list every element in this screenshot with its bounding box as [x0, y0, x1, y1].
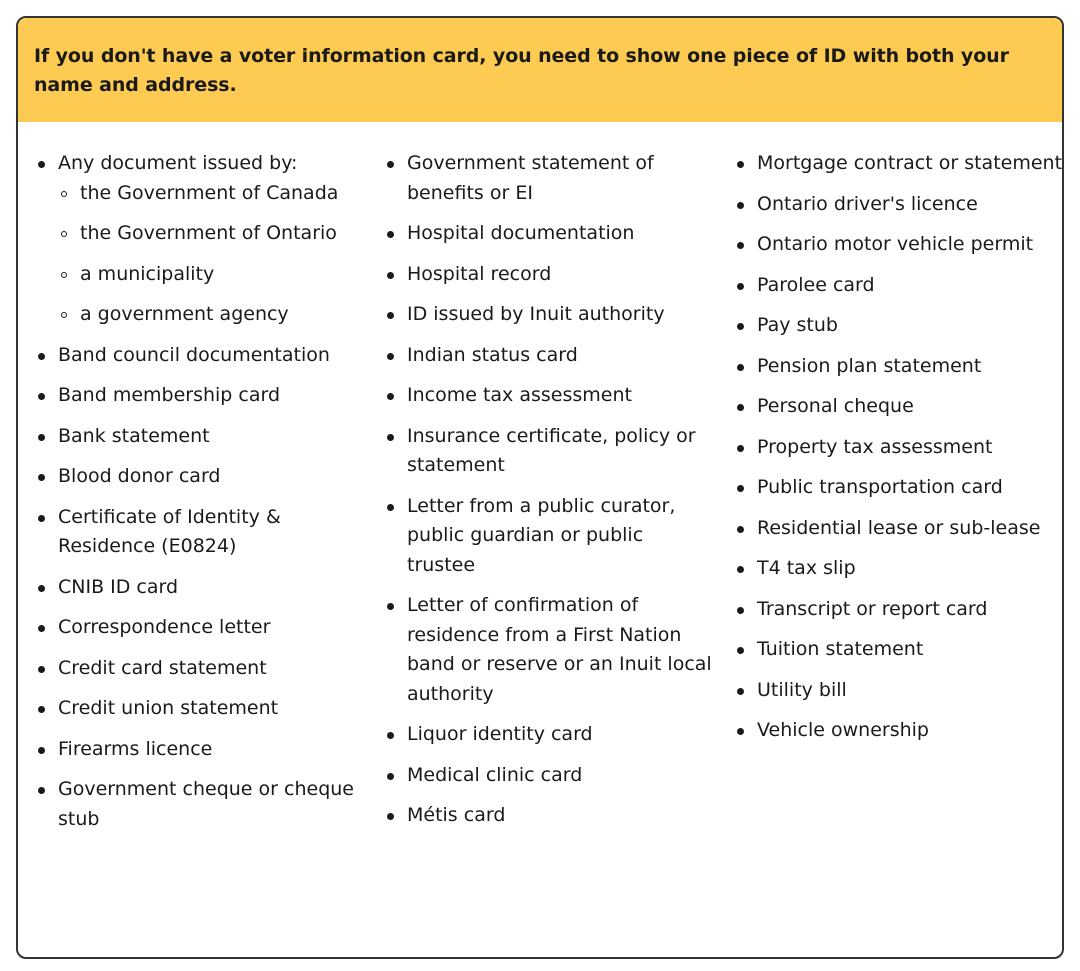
list-item-label: Government statement of benefits or EI	[407, 152, 654, 204]
list-item-label: CNIB ID card	[58, 575, 179, 598]
bullet-icon	[737, 283, 744, 290]
list-item	[735, 716, 1064, 746]
bullet-icon	[38, 666, 45, 673]
bullet-icon	[737, 728, 744, 735]
list-item	[735, 595, 1064, 625]
id-list-columns	[18, 122, 1062, 922]
bullet-icon	[737, 647, 744, 654]
list-item	[735, 473, 1064, 503]
list-item-label: Credit card statement	[58, 656, 267, 679]
bullet-icon	[387, 773, 394, 780]
bullet-icon	[737, 202, 744, 209]
bullet-icon	[38, 353, 45, 360]
list-item-label: Liquor identity card	[407, 723, 593, 745]
list-item-label: Medical clinic card	[407, 763, 583, 786]
list-item-label: Band council documentation	[58, 343, 330, 366]
list-item	[385, 260, 715, 290]
bullet-icon	[38, 393, 45, 400]
list-item	[735, 433, 1064, 463]
list-item	[735, 514, 1064, 544]
header-banner	[18, 18, 1062, 122]
bullet-icon	[737, 485, 744, 492]
list-item	[36, 381, 366, 411]
list-item	[36, 462, 366, 492]
list-item	[735, 392, 1064, 422]
list-item	[385, 149, 715, 208]
list-item	[735, 554, 1064, 584]
list-item-label: Government cheque or cheque stub	[58, 778, 354, 830]
list-item-label: ID issued by Inuit authority	[407, 303, 665, 325]
list-item	[735, 271, 1064, 301]
list-item-label: Certificate of Identity & Residence (E0824)	[58, 505, 281, 557]
bullet-icon	[387, 231, 394, 238]
header-text: If you don't have a voter information card, you need to show one piece of ID with both your name and address.	[34, 45, 1009, 96]
bullet-icon	[387, 161, 394, 168]
list-item-label: Mortgage contract or statement	[757, 152, 1063, 174]
bullet-icon	[38, 625, 45, 632]
list-item	[385, 801, 715, 831]
list-item-label: Pay stub	[757, 314, 838, 336]
list-item	[36, 341, 366, 371]
list-item	[36, 503, 366, 562]
bullet-icon	[737, 364, 744, 371]
bullet-icon	[38, 515, 45, 522]
list-item	[36, 422, 366, 452]
list-item-label: Property tax assessment	[757, 435, 993, 458]
list-item-label: Public transportation card	[757, 476, 1003, 498]
list-item-label: Ontario driver's licence	[757, 192, 978, 215]
bullet-icon	[737, 323, 744, 330]
bullet-icon	[737, 607, 744, 614]
bullet-icon	[38, 161, 45, 168]
list-item	[385, 219, 715, 249]
sublist-item	[58, 179, 366, 209]
list-item	[36, 694, 366, 724]
sublist-item	[58, 260, 366, 290]
list-item	[36, 735, 366, 765]
list-item	[36, 654, 366, 684]
list-item	[735, 311, 1064, 341]
bullet-icon	[387, 603, 394, 610]
bullet-icon	[737, 161, 744, 168]
hollow-bullet-icon	[61, 191, 67, 197]
bullet-icon	[38, 434, 45, 441]
list-item	[385, 381, 715, 411]
list-item	[385, 720, 715, 750]
list-item-label: Any document issued by:	[58, 152, 298, 174]
sublist	[58, 179, 366, 330]
bullet-icon	[387, 272, 394, 279]
bullet-icon	[387, 813, 394, 820]
bullet-icon	[38, 747, 45, 754]
list-item	[36, 573, 366, 603]
list-item	[735, 352, 1064, 382]
list-item	[735, 676, 1064, 706]
bullet-icon	[737, 526, 744, 533]
list-item-label: Pension plan statement	[757, 354, 982, 377]
list-item	[36, 149, 366, 330]
list-item-label: Letter from a public curator, public guardian or public trustee	[407, 494, 676, 576]
list-item	[735, 635, 1064, 665]
list-item-label: Credit union statement	[58, 697, 279, 719]
bullet-icon	[737, 688, 744, 695]
sublist-item	[58, 219, 366, 249]
bullet-icon	[737, 242, 744, 249]
sublist-item	[58, 300, 366, 330]
list-item-label: Income tax assessment	[407, 384, 632, 406]
bullet-icon	[387, 732, 394, 739]
list-item-label: Tuition statement	[757, 638, 924, 660]
bullet-icon	[387, 353, 394, 360]
list-item	[385, 422, 715, 481]
list-item-label: Hospital documentation	[407, 222, 635, 244]
list-item-label: Bank statement	[58, 424, 210, 447]
bullet-icon	[387, 393, 394, 400]
sublist-item-label: a government agency	[80, 303, 289, 325]
list-item-label: Hospital record	[407, 262, 552, 285]
bullet-icon	[737, 445, 744, 452]
bullet-icon	[38, 474, 45, 481]
list-item	[385, 300, 715, 330]
bullet-icon	[737, 404, 744, 411]
bullet-icon	[38, 706, 45, 713]
bullet-icon	[387, 312, 394, 319]
hollow-bullet-icon	[61, 272, 67, 278]
bullet-icon	[38, 787, 45, 794]
list-item	[735, 149, 1064, 179]
bullet-icon	[38, 585, 45, 592]
list-item	[385, 591, 715, 709]
list-item-label: Blood donor card	[58, 465, 221, 487]
sublist-item-label: a municipality	[80, 262, 215, 285]
list-item	[385, 761, 715, 791]
list-item-label: Band membership card	[58, 384, 281, 406]
list-item-label: Residential lease or sub-lease	[757, 516, 1041, 539]
hollow-bullet-icon	[61, 231, 67, 237]
list-item-label: Transcript or report card	[757, 597, 988, 620]
id-list-column-1	[36, 149, 366, 845]
list-item	[735, 230, 1064, 260]
hollow-bullet-icon	[61, 312, 67, 318]
list-item-label: Personal cheque	[757, 395, 914, 417]
bullet-icon	[737, 566, 744, 573]
list-item-label: Correspondence letter	[58, 616, 271, 638]
list-item-label: Métis card	[407, 804, 506, 826]
bullet-icon	[387, 504, 394, 511]
list-item-label: Ontario motor vehicle permit	[757, 233, 1034, 255]
id-requirements-panel	[16, 16, 1064, 959]
list-item	[735, 190, 1064, 220]
list-item	[385, 341, 715, 371]
list-item-label: T4 tax slip	[757, 557, 856, 579]
list-item-label: Letter of confirmation of residence from a First Nation band or reserve or an Inuit local authority	[407, 594, 712, 705]
list-item-label: Firearms licence	[58, 737, 213, 760]
list-item-label: Vehicle ownership	[757, 719, 929, 741]
list-item	[36, 775, 366, 834]
sublist-item-label: the Government of Ontario	[80, 222, 337, 244]
list-item-label: Indian status card	[407, 343, 578, 366]
list-item-label: Insurance certificate, policy or statement	[407, 424, 696, 476]
sublist-item-label: the Government of Canada	[80, 181, 339, 204]
id-list-column-3	[735, 149, 1064, 757]
bullet-icon	[387, 434, 394, 441]
list-item	[36, 613, 366, 643]
id-list-column-2	[385, 149, 715, 842]
list-item-label: Parolee card	[757, 273, 875, 296]
list-item	[385, 492, 715, 581]
list-item-label: Utility bill	[757, 678, 847, 701]
